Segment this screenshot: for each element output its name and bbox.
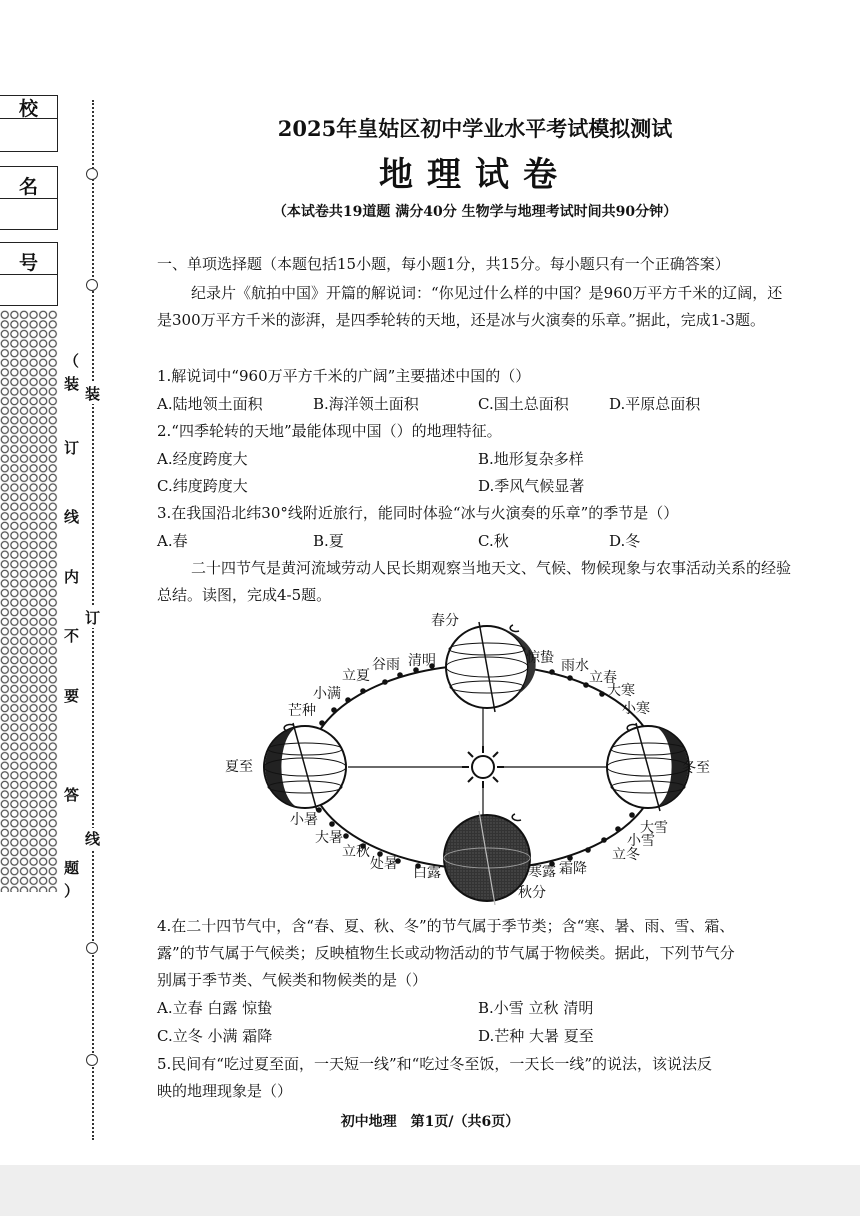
term-label: 处暑 xyxy=(370,856,398,872)
term-label: 大暑 xyxy=(315,830,343,846)
term-label: 小寒 xyxy=(622,701,650,717)
binding-ring xyxy=(86,168,98,180)
term-label: 小雪 xyxy=(627,833,655,849)
globe-spring-equinox xyxy=(446,622,536,712)
term-label: 谷雨 xyxy=(372,657,400,673)
term-label: 立冬 xyxy=(612,847,640,863)
binding-note-char: 线 xyxy=(64,508,80,526)
term-label: 白露 xyxy=(413,865,441,881)
exam-instructions: （本试卷共19道题 满分40分 生物学与地理考试时间共90分钟） xyxy=(272,204,678,220)
page-footer: 初中地理 第1页/（共6页） xyxy=(340,1114,520,1130)
question-3-option-d[interactable]: D.冬 xyxy=(609,532,641,550)
question-4-stem: 别属于季节类、气候类和物候类的是（） xyxy=(157,971,428,989)
question-2-option-a[interactable]: A.经度跨度大 xyxy=(157,450,248,468)
question-4-option-d[interactable]: D.芒种 大暑 夏至 xyxy=(478,1027,594,1045)
binding-note-char: 内 xyxy=(64,568,80,586)
binding-ring xyxy=(86,1054,98,1066)
term-label: 芒种 xyxy=(288,703,316,719)
term-label: 小暑 xyxy=(290,812,318,828)
binding-line-char: 订 xyxy=(85,609,101,627)
question-5-stem: 5.民间有“吃过夏至面，一天短一线”和“吃过冬至饭，一天长一线”的说法，该说法反 xyxy=(157,1055,712,1073)
answer-bubble-column xyxy=(0,310,58,892)
question-3-option-a[interactable]: A.春 xyxy=(157,532,188,550)
question-1-option-d[interactable]: D.平原总面积 xyxy=(609,395,701,413)
binding-line-char: 装 xyxy=(85,385,101,403)
question-4-option-a[interactable]: A.立春 白露 惊蛰 xyxy=(157,999,273,1017)
binding-note-char: 订 xyxy=(64,439,80,457)
exam-title: 2025年皇姑区初中学业水平考试模拟测试 xyxy=(277,116,673,141)
page-bottom-margin xyxy=(0,1165,860,1216)
question-2-option-c[interactable]: C.纬度跨度大 xyxy=(157,477,248,495)
binding-line-char: 线 xyxy=(85,830,101,848)
term-label: 惊蛰 xyxy=(526,650,554,666)
school-label: 校 xyxy=(18,98,38,120)
binding-note-char: 题 xyxy=(64,859,80,877)
binding-ring xyxy=(86,279,98,291)
question-5-stem: 映的地理现象是（） xyxy=(157,1082,293,1100)
binding-note-char: 答 xyxy=(64,786,80,804)
question-3-option-b[interactable]: B.夏 xyxy=(313,532,344,550)
name-divider xyxy=(0,198,57,199)
term-label: 立夏 xyxy=(342,668,370,684)
term-label: 冬至 xyxy=(682,760,710,776)
globe-winter-solstice xyxy=(607,723,689,811)
term-label: 清明 xyxy=(408,653,436,669)
binding-note-char: 不 xyxy=(64,627,80,645)
term-label: 寒露 xyxy=(528,864,556,880)
term-label: 立春 xyxy=(589,670,617,686)
question-2-stem: 2.“四季轮转的天地”最能体现中国（）的地理特征。 xyxy=(157,422,502,440)
question-2-option-d[interactable]: D.季风气候显著 xyxy=(478,477,585,495)
term-label: 立秋 xyxy=(342,844,370,860)
term-label: 秋分 xyxy=(518,885,546,901)
section-heading: 一、单项选择题（本题包括15小题，每小题1分，共15分。每小题只有一个正确答案） xyxy=(157,255,730,273)
subject-title: 地理试卷 xyxy=(379,155,571,195)
question-1-option-c[interactable]: C.国土总面积 xyxy=(478,395,569,413)
question-4-option-b[interactable]: B.小雪 立秋 清明 xyxy=(478,999,594,1017)
term-label: 大寒 xyxy=(607,683,635,699)
question-2-option-b[interactable]: B.地形复杂多样 xyxy=(478,450,584,468)
term-label: 霜降 xyxy=(559,861,587,877)
question-4-stem: 4.在二十四节气中，含“春、夏、秋、冬”的节气属于季节类；含“寒、暑、雨、雪、霜、 xyxy=(157,917,735,935)
number-label: 号 xyxy=(18,252,38,274)
school-divider xyxy=(0,118,57,119)
binding-note-char: （ xyxy=(64,352,80,370)
reading-passage: 纪录片《航拍中国》开篇的解说词：“你见过什么样的中国？是960万平方千米的辽阔，还是300万平方千米的澎湃，是四季轮转的天地，还是冰与火演奏的乐章。”据此，完成1-3题。 xyxy=(157,284,783,329)
sun-icon xyxy=(462,746,504,788)
binding-note-char: 装 xyxy=(64,375,80,393)
number-divider xyxy=(0,274,57,275)
question-1-stem: 1.解说词中“960万平方千米的广阔”主要描述中国的（） xyxy=(157,367,531,385)
term-label: 大雪 xyxy=(640,820,668,836)
name-label: 名 xyxy=(18,176,38,198)
question-3-option-c[interactable]: C.秋 xyxy=(478,532,509,550)
binding-ring xyxy=(86,942,98,954)
binding-note-char: 要 xyxy=(64,687,80,705)
term-label: 小满 xyxy=(313,686,341,702)
term-label: 夏至 xyxy=(225,759,253,775)
term-label: 春分 xyxy=(431,613,459,629)
question-1-option-b[interactable]: B.海洋领土面积 xyxy=(313,395,419,413)
term-label: 雨水 xyxy=(561,658,589,674)
binding-note-char: ） xyxy=(64,882,80,900)
reading-passage-2: 二十四节气是黄河流域劳动人民长期观察当地天文、气候、物候现象与农事活动关系的经验总结。读图，完成4-5题。 xyxy=(157,559,792,604)
question-4-stem: 露”的节气属于气候类；反映植物生长或动物活动的节气属于物候类。据此，下列节气分 xyxy=(157,944,735,962)
question-3-stem: 3.在我国沿北纬30°线附近旅行，能同时体验“冰与火演奏的乐章”的季节是（） xyxy=(157,504,679,522)
solar-terms-orbit-diagram xyxy=(220,605,720,905)
question-4-option-c[interactable]: C.立冬 小满 霜降 xyxy=(157,1027,273,1045)
question-1-option-a[interactable]: A.陆地领土面积 xyxy=(157,395,263,413)
globe-summer-solstice xyxy=(264,723,346,811)
